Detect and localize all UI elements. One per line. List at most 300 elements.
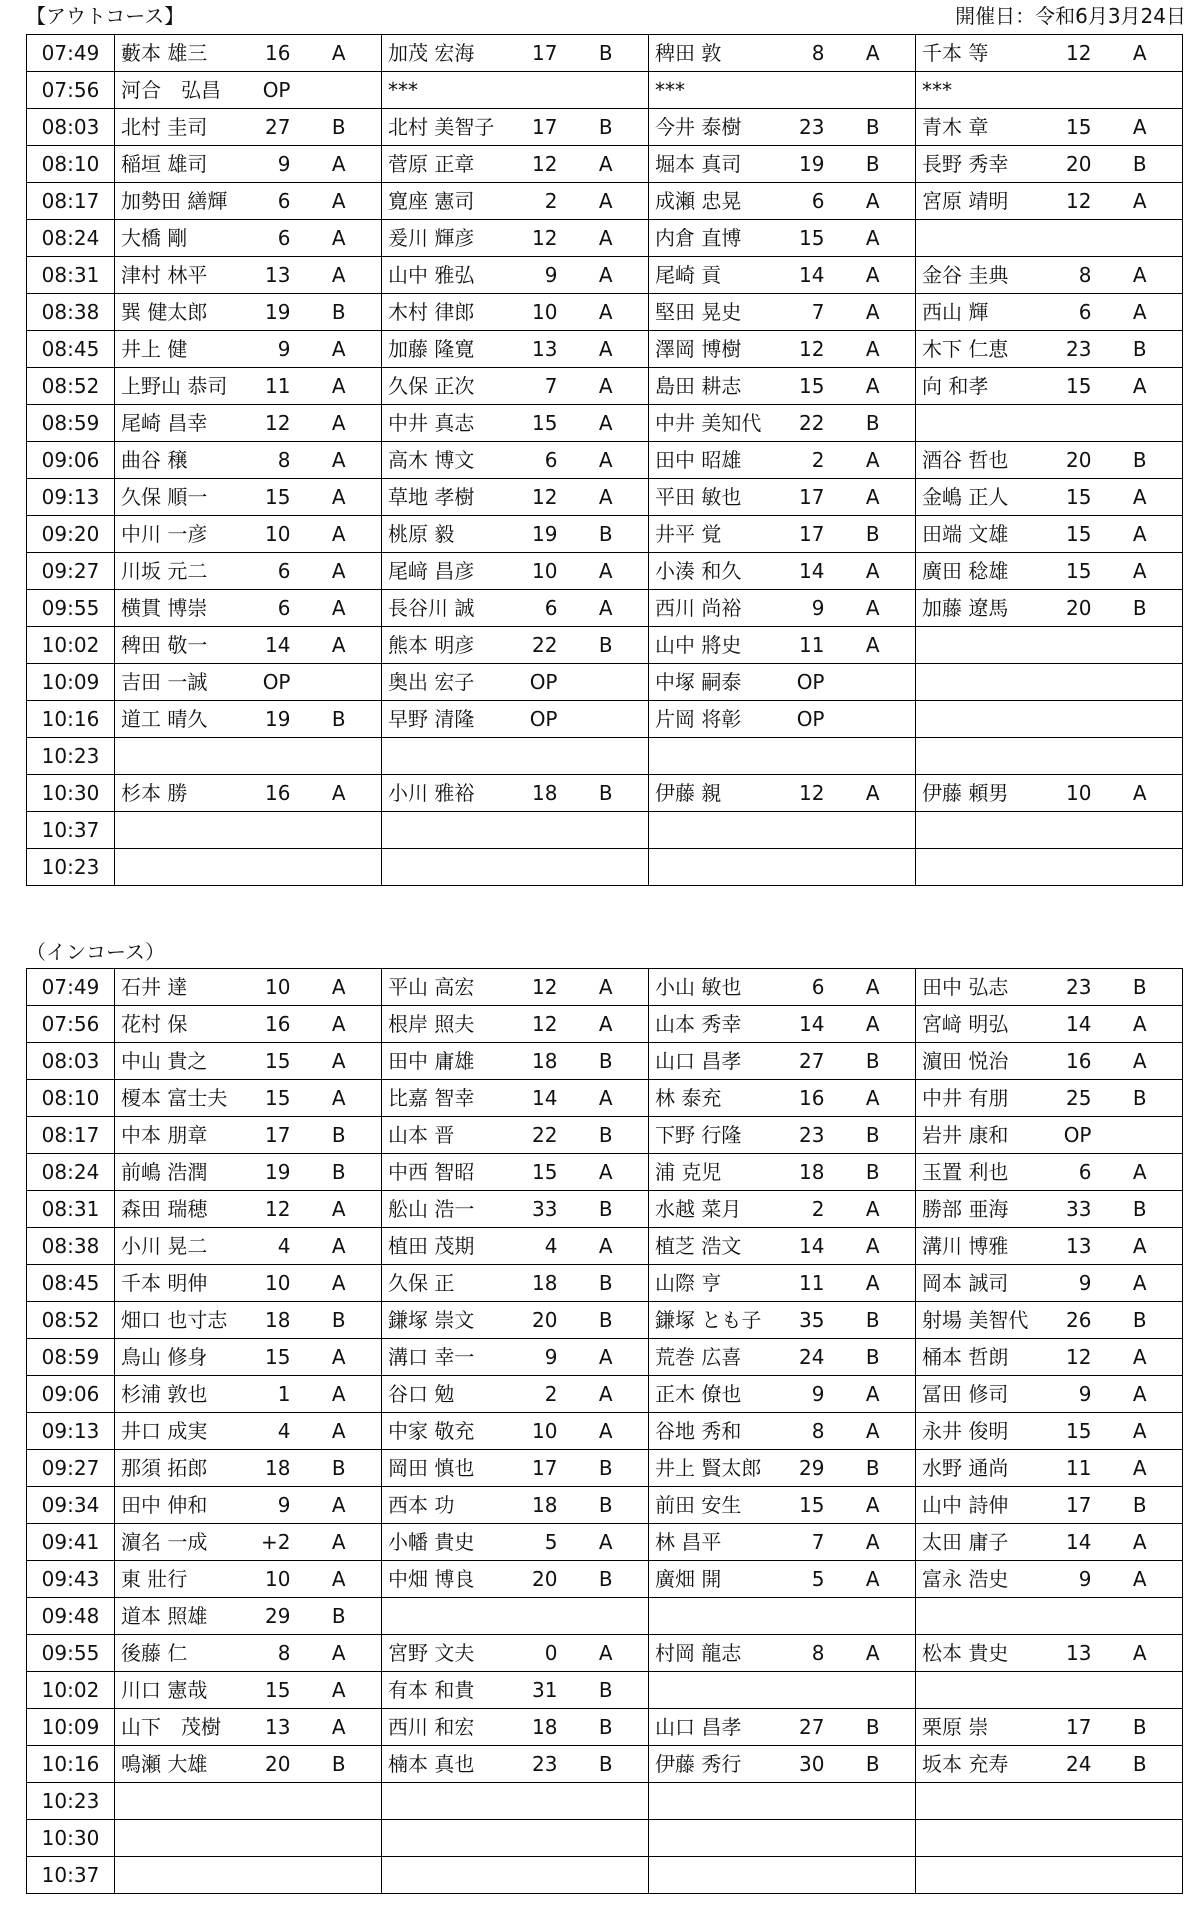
- player-class: A: [1098, 1376, 1183, 1413]
- player-handicap: 26: [1048, 1302, 1098, 1339]
- player-class: A: [297, 257, 382, 294]
- player-handicap: 27: [247, 109, 297, 146]
- player-handicap: 18: [514, 1709, 564, 1746]
- player-name: 宮野 文夫: [382, 1635, 514, 1672]
- player-class: A: [831, 1265, 916, 1302]
- player-name: 木村 律郎: [382, 294, 514, 331]
- player-handicap: [1048, 664, 1098, 701]
- player-class: B: [1098, 1302, 1183, 1339]
- player-name: 井上 健: [115, 331, 247, 368]
- player-handicap: [1048, 220, 1098, 257]
- tee-time-row: [27, 969, 1183, 1006]
- tee-time: 07:49: [27, 35, 115, 72]
- player-class: A: [564, 405, 649, 442]
- player-handicap: 18: [514, 1265, 564, 1302]
- player-name: 山際 亨: [649, 1265, 781, 1302]
- player-class: B: [564, 775, 649, 812]
- player-class: [297, 738, 382, 775]
- player-name: 射場 美智代: [916, 1302, 1048, 1339]
- tee-time-row: [27, 35, 1183, 72]
- player-name: [916, 1598, 1048, 1635]
- tee-time-row: [27, 146, 1183, 183]
- player-name: 奥出 宏子: [382, 664, 514, 701]
- player-handicap: 13: [247, 257, 297, 294]
- player-name: 林 泰充: [649, 1080, 781, 1117]
- player-class: B: [564, 1191, 649, 1228]
- player-class: B: [831, 516, 916, 553]
- player-name: [916, 1820, 1048, 1857]
- player-name: 酒谷 哲也: [916, 442, 1048, 479]
- player-handicap: 15: [247, 1339, 297, 1376]
- player-handicap: [781, 1857, 831, 1894]
- player-handicap: 19: [781, 146, 831, 183]
- player-name: 久保 正次: [382, 368, 514, 405]
- player-class: [1098, 1598, 1183, 1635]
- player-class: A: [1098, 1339, 1183, 1376]
- tee-time-row: [27, 849, 1183, 886]
- player-handicap: 14: [247, 627, 297, 664]
- player-class: B: [1098, 1487, 1183, 1524]
- player-name: 太田 庸子: [916, 1524, 1048, 1561]
- player-handicap: 15: [514, 1154, 564, 1191]
- player-name: [916, 1857, 1048, 1894]
- player-class: [564, 1820, 649, 1857]
- player-class: A: [831, 1228, 916, 1265]
- player-class: A: [297, 331, 382, 368]
- player-name: ***: [916, 72, 1048, 109]
- player-name: [649, 1598, 781, 1635]
- tee-time: 10:09: [27, 664, 115, 701]
- player-class: A: [564, 1228, 649, 1265]
- player-class: A: [297, 1413, 382, 1450]
- player-class: A: [564, 1413, 649, 1450]
- player-name: 有本 和貴: [382, 1672, 514, 1709]
- player-handicap: 17: [514, 35, 564, 72]
- player-handicap: 18: [514, 1487, 564, 1524]
- player-handicap: 14: [781, 553, 831, 590]
- player-name: 廣田 稔雄: [916, 553, 1048, 590]
- player-handicap: 12: [1048, 1339, 1098, 1376]
- player-name: [916, 220, 1048, 257]
- player-handicap: 12: [247, 1191, 297, 1228]
- player-class: [564, 664, 649, 701]
- tee-time: 08:03: [27, 1043, 115, 1080]
- tee-time-row: [27, 368, 1183, 405]
- player-name: 鎌塚 崇文: [382, 1302, 514, 1339]
- player-handicap: 35: [781, 1302, 831, 1339]
- player-name: 花村 保: [115, 1006, 247, 1043]
- tee-time-row: [27, 775, 1183, 812]
- player-class: B: [831, 1117, 916, 1154]
- player-handicap: 9: [1048, 1265, 1098, 1302]
- player-handicap: 8: [1048, 257, 1098, 294]
- player-name: 草地 孝樹: [382, 479, 514, 516]
- player-class: B: [564, 35, 649, 72]
- tee-time-row: [27, 72, 1183, 109]
- tee-time: 08:38: [27, 294, 115, 331]
- player-name: [115, 1783, 247, 1820]
- player-name: [649, 1672, 781, 1709]
- tee-time: 10:16: [27, 701, 115, 738]
- player-name: [649, 1783, 781, 1820]
- player-class: B: [1098, 1746, 1183, 1783]
- tee-time-row: [27, 1117, 1183, 1154]
- player-name: 舩山 浩一: [382, 1191, 514, 1228]
- player-name: [382, 1820, 514, 1857]
- player-name: 北村 圭司: [115, 109, 247, 146]
- player-handicap: 14: [1048, 1524, 1098, 1561]
- player-class: [1098, 849, 1183, 886]
- player-handicap: 19: [247, 701, 297, 738]
- player-name: 中塚 嗣泰: [649, 664, 781, 701]
- player-name: 爰川 輝彦: [382, 220, 514, 257]
- player-class: A: [1098, 479, 1183, 516]
- player-handicap: [514, 72, 564, 109]
- player-name: [916, 664, 1048, 701]
- player-handicap: 19: [247, 294, 297, 331]
- player-name: 下野 行隆: [649, 1117, 781, 1154]
- tee-time: 08:45: [27, 331, 115, 368]
- player-handicap: 2: [781, 1191, 831, 1228]
- player-name: 井口 成実: [115, 1413, 247, 1450]
- player-name: ***: [382, 72, 514, 109]
- player-handicap: 8: [247, 442, 297, 479]
- tee-time: 08:45: [27, 1265, 115, 1302]
- player-handicap: OP: [514, 701, 564, 738]
- player-name: 中井 美知代: [649, 405, 781, 442]
- player-name: 浦 克児: [649, 1154, 781, 1191]
- player-handicap: 20: [514, 1302, 564, 1339]
- player-handicap: 14: [781, 257, 831, 294]
- player-class: [1098, 220, 1183, 257]
- player-class: [1098, 405, 1183, 442]
- player-name: 岩井 康和: [916, 1117, 1048, 1154]
- player-class: A: [1098, 1154, 1183, 1191]
- player-name: [115, 1820, 247, 1857]
- player-class: A: [564, 1524, 649, 1561]
- player-name: [382, 1598, 514, 1635]
- tee-time-row: [27, 294, 1183, 331]
- player-class: B: [297, 1598, 382, 1635]
- tee-time: 08:59: [27, 405, 115, 442]
- player-name: 比嘉 智幸: [382, 1080, 514, 1117]
- player-handicap: [247, 1820, 297, 1857]
- player-handicap: 10: [247, 516, 297, 553]
- player-name: 溝口 幸一: [382, 1339, 514, 1376]
- player-name: 川口 憲哉: [115, 1672, 247, 1709]
- player-class: A: [297, 479, 382, 516]
- player-class: A: [564, 1080, 649, 1117]
- player-class: [831, 1783, 916, 1820]
- player-class: [297, 664, 382, 701]
- player-name: 富永 浩史: [916, 1561, 1048, 1598]
- player-class: [1098, 738, 1183, 775]
- player-handicap: 10: [247, 1265, 297, 1302]
- player-name: 小湊 和久: [649, 553, 781, 590]
- player-name: 坂本 充寿: [916, 1746, 1048, 1783]
- player-class: A: [831, 590, 916, 627]
- player-name: [916, 738, 1048, 775]
- player-handicap: 30: [781, 1746, 831, 1783]
- player-name: [916, 1783, 1048, 1820]
- player-class: A: [831, 969, 916, 1006]
- player-name: 山中 詩伸: [916, 1487, 1048, 1524]
- player-handicap: OP: [514, 664, 564, 701]
- tee-time: 08:10: [27, 1080, 115, 1117]
- tee-time-row: [27, 1783, 1183, 1820]
- player-name: 植田 茂期: [382, 1228, 514, 1265]
- player-name: 山中 雅弘: [382, 257, 514, 294]
- player-handicap: 13: [1048, 1635, 1098, 1672]
- tee-time: 10:37: [27, 812, 115, 849]
- player-class: [1098, 1820, 1183, 1857]
- player-class: A: [297, 405, 382, 442]
- player-class: A: [1098, 257, 1183, 294]
- player-class: B: [831, 109, 916, 146]
- player-handicap: OP: [781, 701, 831, 738]
- player-class: [1098, 1857, 1183, 1894]
- player-class: [297, 72, 382, 109]
- player-name: 島田 耕志: [649, 368, 781, 405]
- player-handicap: 6: [1048, 1154, 1098, 1191]
- tee-time-row: [27, 1413, 1183, 1450]
- player-name: 成瀬 忠晃: [649, 183, 781, 220]
- player-name: 早野 清隆: [382, 701, 514, 738]
- player-name: 森田 瑞穂: [115, 1191, 247, 1228]
- player-handicap: 20: [514, 1561, 564, 1598]
- tee-time-row: [27, 590, 1183, 627]
- tee-time: 10:30: [27, 1820, 115, 1857]
- player-handicap: 13: [514, 331, 564, 368]
- player-name: 田中 伸和: [115, 1487, 247, 1524]
- player-name: 田中 弘志: [916, 969, 1048, 1006]
- player-name: 勝部 亜海: [916, 1191, 1048, 1228]
- player-handicap: 33: [1048, 1191, 1098, 1228]
- player-name: 今井 泰樹: [649, 109, 781, 146]
- player-name: 正木 僚也: [649, 1376, 781, 1413]
- player-name: 荒巻 広喜: [649, 1339, 781, 1376]
- player-handicap: 16: [1048, 1043, 1098, 1080]
- player-name: 千本 明伸: [115, 1265, 247, 1302]
- player-name: 稗田 敬一: [115, 627, 247, 664]
- player-name: 久保 順一: [115, 479, 247, 516]
- player-handicap: 12: [247, 405, 297, 442]
- player-class: A: [297, 1043, 382, 1080]
- player-name: 河合 弘昌: [115, 72, 247, 109]
- tee-time: 08:31: [27, 257, 115, 294]
- tee-time-row: [27, 331, 1183, 368]
- tee-time-row: [27, 1820, 1183, 1857]
- player-name: 津村 林平: [115, 257, 247, 294]
- player-class: B: [564, 1746, 649, 1783]
- player-handicap: 23: [514, 1746, 564, 1783]
- player-class: B: [297, 294, 382, 331]
- player-name: 澤岡 博樹: [649, 331, 781, 368]
- player-name: 堅田 晃史: [649, 294, 781, 331]
- player-class: [1098, 664, 1183, 701]
- player-name: 長野 秀幸: [916, 146, 1048, 183]
- player-handicap: 16: [247, 35, 297, 72]
- player-name: 前田 安生: [649, 1487, 781, 1524]
- player-class: A: [564, 331, 649, 368]
- player-handicap: 10: [514, 294, 564, 331]
- player-name: 横貫 博崇: [115, 590, 247, 627]
- player-class: B: [564, 1302, 649, 1339]
- player-handicap: [247, 738, 297, 775]
- player-handicap: 14: [781, 1006, 831, 1043]
- player-handicap: 9: [247, 331, 297, 368]
- player-class: A: [831, 1191, 916, 1228]
- tee-time: 08:10: [27, 146, 115, 183]
- player-name: [916, 1672, 1048, 1709]
- player-name: 宮原 靖明: [916, 183, 1048, 220]
- player-name: 吉田 一誠: [115, 664, 247, 701]
- player-name: [115, 812, 247, 849]
- player-class: A: [831, 331, 916, 368]
- player-class: A: [1098, 109, 1183, 146]
- player-handicap: 9: [247, 1487, 297, 1524]
- player-handicap: 24: [1048, 1746, 1098, 1783]
- player-handicap: 9: [514, 257, 564, 294]
- player-handicap: 4: [514, 1228, 564, 1265]
- player-class: B: [1098, 1080, 1183, 1117]
- player-name: 中井 真志: [382, 405, 514, 442]
- player-handicap: 27: [781, 1043, 831, 1080]
- player-name: 濵田 悦治: [916, 1043, 1048, 1080]
- player-handicap: 15: [247, 1080, 297, 1117]
- player-handicap: 29: [247, 1598, 297, 1635]
- player-class: [297, 849, 382, 886]
- player-class: A: [297, 553, 382, 590]
- player-handicap: 5: [514, 1524, 564, 1561]
- player-handicap: 15: [247, 1672, 297, 1709]
- player-name: 尾崎 昌幸: [115, 405, 247, 442]
- player-class: A: [564, 257, 649, 294]
- player-name: 菅原 正章: [382, 146, 514, 183]
- player-handicap: 27: [781, 1709, 831, 1746]
- player-name: [382, 738, 514, 775]
- player-class: B: [1098, 590, 1183, 627]
- player-handicap: 15: [1048, 479, 1098, 516]
- player-name: 道本 照雄: [115, 1598, 247, 1635]
- player-class: A: [1098, 35, 1183, 72]
- player-class: [297, 1783, 382, 1820]
- player-handicap: 11: [781, 627, 831, 664]
- player-class: B: [1098, 1709, 1183, 1746]
- player-handicap: [514, 1783, 564, 1820]
- player-handicap: 18: [514, 775, 564, 812]
- player-class: B: [831, 1709, 916, 1746]
- tee-time: 07:56: [27, 72, 115, 109]
- player-name: 道工 晴久: [115, 701, 247, 738]
- player-name: 堀本 真司: [649, 146, 781, 183]
- player-handicap: [781, 72, 831, 109]
- tee-time: 09:06: [27, 442, 115, 479]
- player-name: 石井 達: [115, 969, 247, 1006]
- player-class: B: [564, 1450, 649, 1487]
- player-class: A: [1098, 1228, 1183, 1265]
- player-handicap: 10: [1048, 775, 1098, 812]
- player-name: 平田 敏也: [649, 479, 781, 516]
- player-class: A: [831, 1561, 916, 1598]
- player-handicap: 4: [247, 1228, 297, 1265]
- player-name: 平山 高宏: [382, 969, 514, 1006]
- player-name: 井上 賢太郎: [649, 1450, 781, 1487]
- player-name: 木下 仁恵: [916, 331, 1048, 368]
- player-name: 山口 昌孝: [649, 1709, 781, 1746]
- tee-time: 10:02: [27, 1672, 115, 1709]
- player-name: 鳥山 修身: [115, 1339, 247, 1376]
- player-handicap: 9: [1048, 1376, 1098, 1413]
- player-handicap: 10: [514, 1413, 564, 1450]
- player-handicap: [247, 1857, 297, 1894]
- player-name: 上野山 恭司: [115, 368, 247, 405]
- player-class: A: [1098, 294, 1183, 331]
- player-handicap: 17: [247, 1117, 297, 1154]
- player-handicap: [781, 1672, 831, 1709]
- player-handicap: [514, 1820, 564, 1857]
- player-handicap: [247, 849, 297, 886]
- tee-time: 10:30: [27, 775, 115, 812]
- player-handicap: 10: [247, 969, 297, 1006]
- tee-time-row: [27, 1709, 1183, 1746]
- player-handicap: 18: [247, 1450, 297, 1487]
- player-handicap: 9: [514, 1339, 564, 1376]
- player-class: [831, 664, 916, 701]
- player-class: A: [831, 627, 916, 664]
- player-handicap: 15: [781, 220, 831, 257]
- player-handicap: [1048, 738, 1098, 775]
- player-handicap: 4: [247, 1413, 297, 1450]
- player-name: 片岡 将彰: [649, 701, 781, 738]
- player-class: A: [1098, 1524, 1183, 1561]
- player-handicap: 15: [1048, 553, 1098, 590]
- player-name: [649, 849, 781, 886]
- player-name: 村岡 龍志: [649, 1635, 781, 1672]
- player-name: 植芝 浩文: [649, 1228, 781, 1265]
- player-handicap: 14: [1048, 1006, 1098, 1043]
- player-class: A: [297, 1487, 382, 1524]
- player-class: [1098, 72, 1183, 109]
- player-name: 小山 敏也: [649, 969, 781, 1006]
- player-handicap: 15: [514, 405, 564, 442]
- player-name: 廣畑 開: [649, 1561, 781, 1598]
- player-name: 熊本 明彦: [382, 627, 514, 664]
- player-name: 榎本 富士夫: [115, 1080, 247, 1117]
- player-handicap: 12: [781, 775, 831, 812]
- player-name: 岡本 誠司: [916, 1265, 1048, 1302]
- tee-time: 09:55: [27, 1635, 115, 1672]
- player-handicap: 16: [247, 1006, 297, 1043]
- tee-time-row: [27, 1154, 1183, 1191]
- player-handicap: 8: [247, 1635, 297, 1672]
- player-name: 中井 有朋: [916, 1080, 1048, 1117]
- player-name: 中家 敬充: [382, 1413, 514, 1450]
- player-handicap: OP: [247, 72, 297, 109]
- player-class: B: [831, 1043, 916, 1080]
- player-name: [382, 812, 514, 849]
- player-name: 田端 文雄: [916, 516, 1048, 553]
- player-class: [1098, 1117, 1183, 1154]
- player-class: [831, 1857, 916, 1894]
- tee-time-row: [27, 1302, 1183, 1339]
- tee-time-row: [27, 257, 1183, 294]
- player-handicap: [514, 1598, 564, 1635]
- player-name: 楠本 真也: [382, 1746, 514, 1783]
- player-handicap: 7: [781, 294, 831, 331]
- player-handicap: 15: [781, 368, 831, 405]
- player-class: [831, 72, 916, 109]
